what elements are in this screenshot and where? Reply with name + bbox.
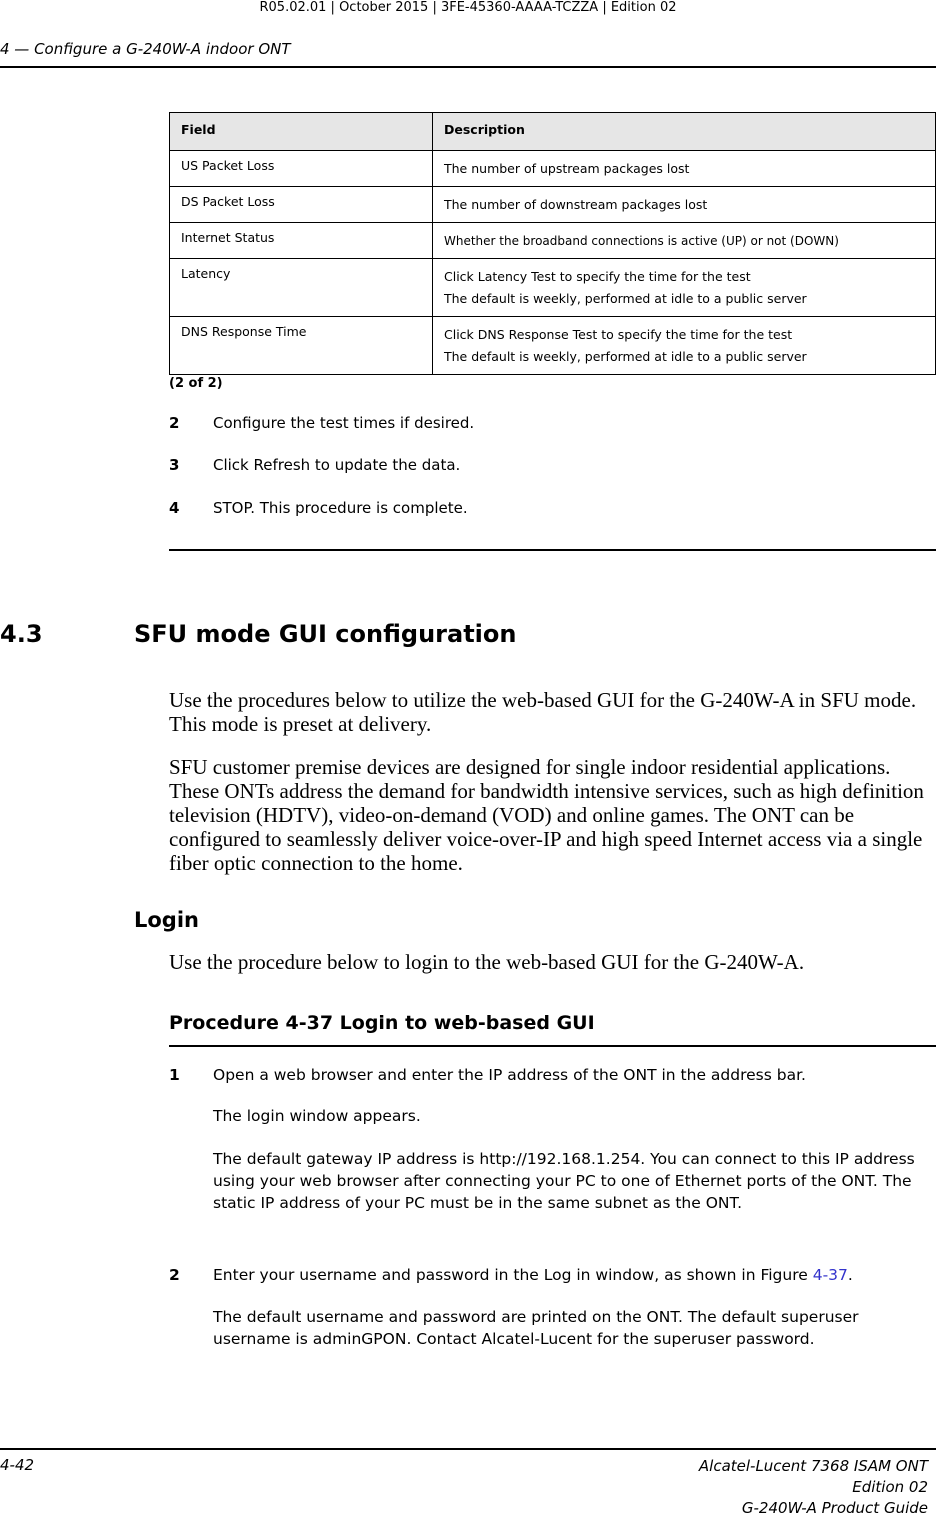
step-text: Configure the test times if desired. <box>213 414 475 432</box>
procedure-step <box>169 1064 936 1086</box>
table-row <box>170 151 936 187</box>
step-number: 1 <box>169 1066 180 1084</box>
sfu-description-paragraph: SFU customer premise devices are designed for single indoor residential applications. These ONTs address the demand for bandwidth intensive services, such as high definition television (HDTV), video-on-demand (VOD) and online games. The ONT can be configured to seamlessly deliver voice-over-IP and high speed Internet access via a single fiber optic connection to the home. <box>169 755 924 875</box>
procedure-step <box>169 414 474 432</box>
step-note-text: The login window appears. <box>213 1107 421 1125</box>
footer-line: G-240W-A Product Guide <box>741 1499 928 1517</box>
login-intro-paragraph: Use the procedure below to login to the web-based GUI for the G-240W-A. <box>169 950 805 974</box>
figure-link[interactable]: 4-37 <box>812 1266 848 1284</box>
table-row <box>170 187 936 223</box>
table-cell-field: Latency <box>170 259 433 317</box>
description-line: Click Latency Test to specify the time for the test <box>444 269 751 284</box>
table-row <box>170 223 936 259</box>
table-page-label: (2 of 2) <box>169 376 223 391</box>
step-number: 3 <box>169 456 180 474</box>
procedure-step <box>169 499 468 517</box>
step-text-part: Enter your username and password in the Log in window, as shown in Figure <box>213 1266 813 1284</box>
description-line: The number of upstream packages lost <box>444 161 690 176</box>
table-row <box>170 259 936 317</box>
step-text: Click Refresh to update the data. <box>213 456 461 474</box>
procedure-end-divider <box>169 549 936 551</box>
description-line: The default is weekly, performed at idle to a public server <box>444 349 807 364</box>
page-number: 4-42 <box>0 1456 35 1474</box>
table-cell-field: DS Packet Loss <box>170 187 433 223</box>
step-number: 2 <box>169 1266 180 1284</box>
document-reference: R05.02.01 | October 2015 | 3FE-45360-AAAA-TCZZA | Edition 02 <box>259 0 677 15</box>
footer-line: Edition 02 <box>852 1478 928 1496</box>
login-heading: Login <box>134 908 199 932</box>
running-header: 4 — Configure a G-240W-A indoor ONT <box>0 40 291 58</box>
column-header-description: Description <box>433 113 936 151</box>
step-text <box>213 1264 936 1286</box>
step-note-text: The default gateway IP address is http://192.168.1.254. You can connect to this IP address using your web browser after connecting your PC to one of Ethernet ports of the ONT. The static IP address of your PC must be in the same subnet as the ONT. <box>213 1150 915 1212</box>
step-number: 2 <box>169 414 180 432</box>
table-row <box>170 317 936 375</box>
procedure-title-divider <box>169 1045 936 1047</box>
procedure-title: Procedure 4-37 Login to web-based GUI <box>169 1012 595 1034</box>
table-cell-description <box>433 151 936 187</box>
description-line: Click DNS Response Test to specify the time for the test <box>444 327 793 342</box>
table-cell-field: US Packet Loss <box>170 151 433 187</box>
section-title: SFU mode GUI configuration <box>134 620 517 648</box>
column-header-field: Field <box>170 113 433 151</box>
table-cell-description <box>433 259 936 317</box>
header-divider <box>0 66 936 68</box>
field-description-table <box>169 112 936 375</box>
table-cell-description <box>433 187 936 223</box>
section-number: 4.3 <box>0 620 43 648</box>
section-intro-paragraph: Use the procedures below to utilize the web-based GUI for the G-240W-A in SFU mode. This mode is preset at delivery. <box>169 688 917 736</box>
description-line: The number of downstream packages lost <box>444 197 708 212</box>
step-text: Open a web browser and enter the IP address of the ONT in the address bar. <box>213 1066 806 1084</box>
step-text-part: . <box>847 1266 853 1284</box>
table-cell-field: Internet Status <box>170 223 433 259</box>
table-cell-field: DNS Response Time <box>170 317 433 375</box>
procedure-step <box>169 456 460 474</box>
footer-line: Alcatel-Lucent 7368 ISAM ONT <box>698 1457 928 1475</box>
footer-divider <box>0 1448 936 1450</box>
description-line: The default is weekly, performed at idle to a public server <box>444 291 807 306</box>
table-cell-description <box>433 223 936 259</box>
description-line: Whether the broadband connections is active (UP) or not (DOWN) <box>444 234 839 248</box>
step-number: 4 <box>169 499 180 517</box>
table-header-row <box>170 113 936 151</box>
footer-product-info <box>699 1456 928 1519</box>
table-cell-description <box>433 317 936 375</box>
step-note-text: The default username and password are printed on the ONT. The default superuser username is adminGPON. Contact Alcatel-Lucent for the superuser password. <box>213 1308 859 1348</box>
step-text: STOP. This procedure is complete. <box>213 499 468 517</box>
